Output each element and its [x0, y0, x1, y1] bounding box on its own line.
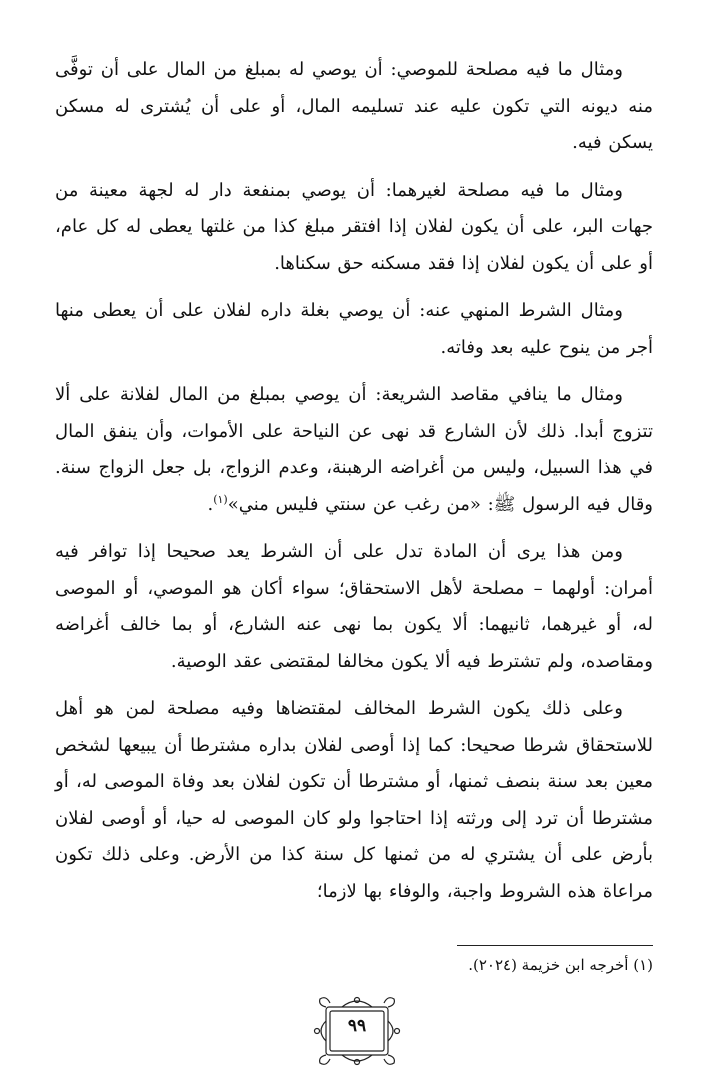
paragraph-4-text: ومثال ما ينافي مقاصد الشريعة: أن يوصي بمبلغ من المال لفلانة على ألا تتزوج أبدا. ذلك لأن الشارع قد نهى عن النياحة على الأموات، وأن ينفق المال في هذا السبيل، وليس من أغراضه الرهبنة، وعدم الزواج، بل جعل الزواج سنة. وقال فيه الرسول ﷺ: «من رغب عن سنتي فليس مني» [55, 384, 653, 515]
paragraph-3: ومثال الشرط المنهي عنه: أن يوصي بغلة داره لفلان على أن يعطى منها أجر من ينوح عليه بعد وفاته. [55, 300, 653, 358]
paragraph-2: ومثال ما فيه مصلحة لغيرهما: أن يوصي بمنفعة دار له لجهة معينة من جهات البر، على أن يكون لفلان إذا افتقر مبلغ كذا من غلتها يعطى له كل عام، أو على أن يكون لفلان إذا فقد مسكنه حق سكناها. [55, 179, 653, 274]
paragraph-4-tail: . [207, 493, 214, 515]
page-number: ٩٩ [347, 1016, 367, 1036]
paragraph-4 [55, 377, 653, 523]
paragraph-5: ومن هذا يرى أن المادة تدل على أن الشرط يعد صحيحا إذا توافر فيه أمران: أولهما – مصلحة لأهل الاستحقاق؛ سواء أكان هو الموصي، أو الموصى له، أو غيرهما، ثانيهما: ألا يكون بما نهى عنه الشارع، أو بما خالف أغراضه ومقاصده، ولم تشترط فيه ألا يكون مخالفا لمقتضى عقد الوصية. [55, 541, 653, 672]
footnote-reference[interactable]: (١) [213, 492, 228, 506]
page-body [55, 52, 653, 921]
paragraph-6: وعلى ذلك يكون الشرط المخالف لمقتضاها وفيه مصلحة لمن هو أهل للاستحقاق شرطا صحيحا: كما إذا أوصى لفلان بداره مشترطا أن يبيعها لشخص معين بعد سنة بنصف ثمنها، أو مشترطا أن تكون لفلان بعد وفاة الموصى له، أو مشترطا أن ترد إلى ورثته إذا احتاجوا ولو كان الموصى له حيا، أو أوصى لفلان بأرض على أن يشتري له من ثمنها كل سنة كذا من الأرض. وعلى ذلك تكون مراعاة هذه الشروط واجبة، والوفاء بها لازما؛ [55, 698, 653, 902]
footnote: (١) أخرجه ابن خزيمة (٢٠٢٤). [468, 956, 653, 974]
footnote-divider [457, 945, 653, 946]
paragraph-1: ومثال ما فيه مصلحة للموصي: أن يوصي له بمبلغ من المال على أن توفَّى منه ديونه التي تكون عليه عند تسليمه المال، أو على أن يُشترى له مسكن يسكن فيه. [55, 59, 653, 153]
